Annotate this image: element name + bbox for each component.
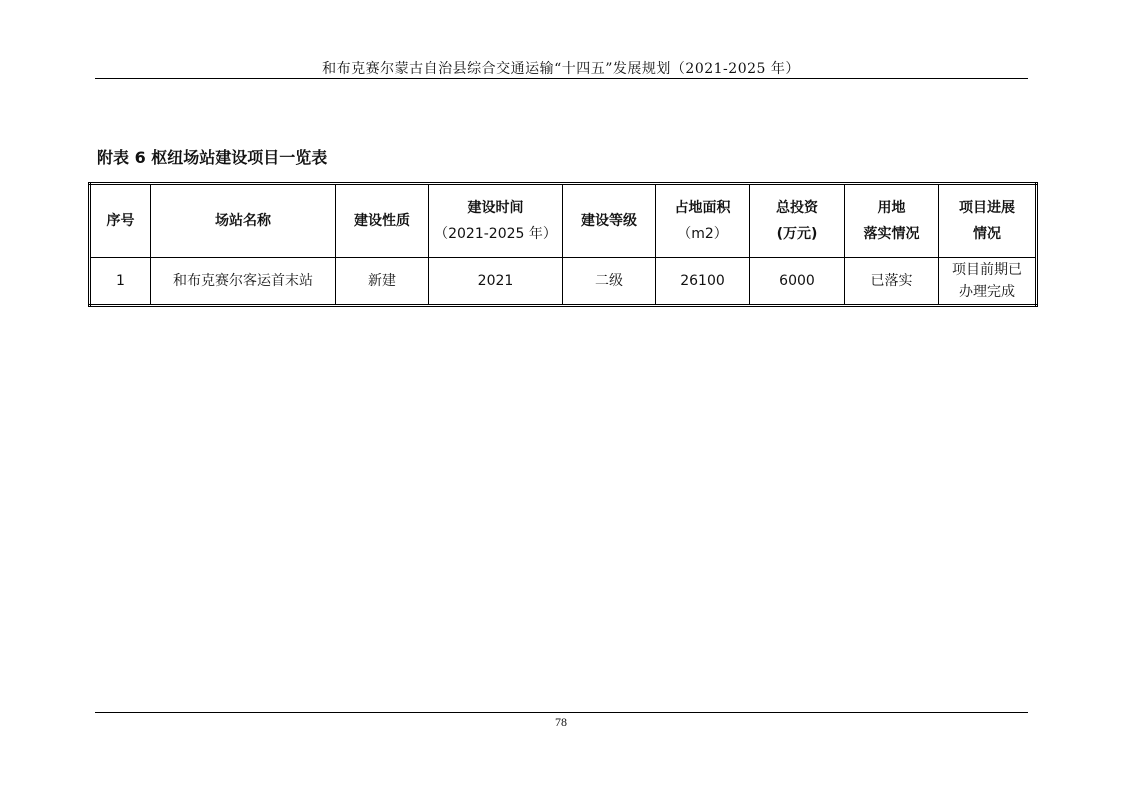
header-rule	[95, 78, 1028, 79]
table-caption: 附表 6 枢纽场站建设项目一览表	[97, 148, 328, 167]
header-cell-construction-time: 建设时间 （2021-2025 年）	[429, 184, 563, 258]
header-cell-investment: 总投资 (万元)	[750, 184, 845, 258]
page-header-title: 和布克赛尔蒙古自治县综合交通运输“十四五”发展规划（2021-2025 年）	[322, 61, 800, 77]
cell-index: 1	[90, 258, 151, 306]
cell-area: 26100	[656, 258, 750, 306]
header-cell-station-name: 场站名称	[151, 184, 336, 258]
header-cell-progress: 项目进展 情况	[939, 184, 1037, 258]
table-row	[90, 258, 1037, 306]
cell-station-name: 和布克赛尔客运首末站	[151, 258, 336, 306]
cell-investment: 6000	[750, 258, 845, 306]
header-cell-construction-type: 建设性质	[336, 184, 429, 258]
cell-land-status: 已落实	[845, 258, 939, 306]
footer-rule	[95, 712, 1028, 713]
header-cell-area: 占地面积 （m2）	[656, 184, 750, 258]
header-cell-grade: 建设等级	[563, 184, 656, 258]
project-table	[88, 182, 1038, 307]
cell-progress: 项目前期已 办理完成	[939, 258, 1037, 306]
cell-construction-type: 新建	[336, 258, 429, 306]
page-number: 78	[555, 715, 567, 729]
cell-construction-time: 2021	[429, 258, 563, 306]
project-table-container	[88, 182, 1035, 306]
table-header-row	[90, 184, 1037, 258]
header-cell-index: 序号	[90, 184, 151, 258]
cell-grade: 二级	[563, 258, 656, 306]
header-cell-land-status: 用地 落实情况	[845, 184, 939, 258]
